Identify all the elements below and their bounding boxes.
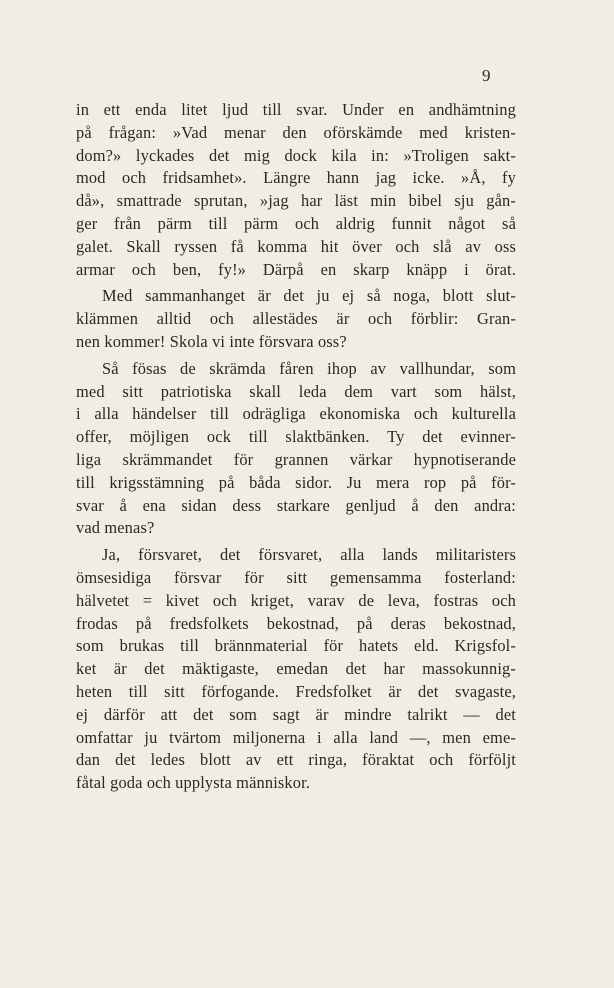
text-line: ket är det mäktigaste, emedan det har massokunnig- (76, 659, 516, 679)
text-line: ömsesidiga försvar för sitt gemensamma fosterland: (76, 567, 516, 587)
body-text (76, 99, 516, 799)
text-line: då», smattrade sprutan, »jag har läst min bibel sju gån- (76, 191, 516, 211)
text-line: dom?» lyckades det mig dock kila in: »Troligen sakt- (76, 145, 516, 165)
text-line: vad menas? (76, 518, 155, 538)
text-line: klämmen alltid och allestädes är och förblir: Gran- (76, 309, 516, 329)
text-line: med sitt patriotiska skall leda dem vart som hälst, (76, 381, 516, 401)
text-line: Med sammanhanget är det ju ej så noga, blott slut- (102, 286, 516, 306)
text-line: till krigsstämning på båda sidor. Ju mera rop på för- (76, 472, 516, 492)
text-line: svar å ena sidan dess starkare genljud å den andra: (76, 495, 516, 515)
text-line: hälvetet = kivet och kriget, varav de leva, fostras och (76, 590, 516, 610)
text-line: Ja, försvaret, det försvaret, alla lands militaristers (102, 545, 516, 565)
text-line: dan det ledes blott av ett ringa, föraktat och förföljt (76, 750, 516, 770)
text-line: ger från pärm till pärm och aldrig funnit något så (76, 213, 516, 233)
paragraph-1 (76, 99, 516, 281)
text-line: i alla händelser till odrägliga ekonomiska och kulturella (76, 404, 516, 424)
paragraph-3 (76, 358, 516, 540)
text-line: som brukas till brännmaterial för hatets eld. Krigsfol- (76, 636, 516, 656)
text-line: nen kommer! Skola vi inte försvara oss? (76, 331, 347, 351)
page-number: 9 (482, 66, 491, 85)
text-line: ej därför att det som sagt är mindre talrikt — det (76, 704, 516, 724)
text-line: frodas på fredsfolkets bekostnad, på deras bekostnad, (76, 613, 516, 633)
text-line: armar och ben, fy!» Därpå en skarp knäpp i örat. (76, 259, 516, 279)
text-line: mod och fridsamhet». Längre hann jag icke. »Å, fy (76, 168, 516, 188)
text-line: fåtal goda och upplysta människor. (76, 773, 311, 793)
text-line: offer, möjligen ock till slaktbänken. Ty det evinner- (76, 427, 516, 447)
text-line: in ett enda litet ljud till svar. Under en andhämtning (76, 100, 516, 119)
text-line: galet. Skall ryssen få komma hit över och slå av oss (76, 236, 516, 256)
paragraph-2 (76, 285, 516, 353)
text-line: på frågan: »Vad menar den oförskämde med kristen- (76, 122, 516, 142)
text-line: Så fösas de skrämda fåren ihop av vallhundar, som (102, 358, 516, 378)
paragraph-4 (76, 544, 516, 795)
text-line: heten till sitt förfogande. Fredsfolket är det svagaste, (76, 681, 516, 701)
text-line: liga skrämmandet för grannen värkar hypnotiserande (76, 449, 516, 469)
text-line: omfattar ju tvärtom miljonerna i alla land —, men eme- (76, 727, 516, 747)
